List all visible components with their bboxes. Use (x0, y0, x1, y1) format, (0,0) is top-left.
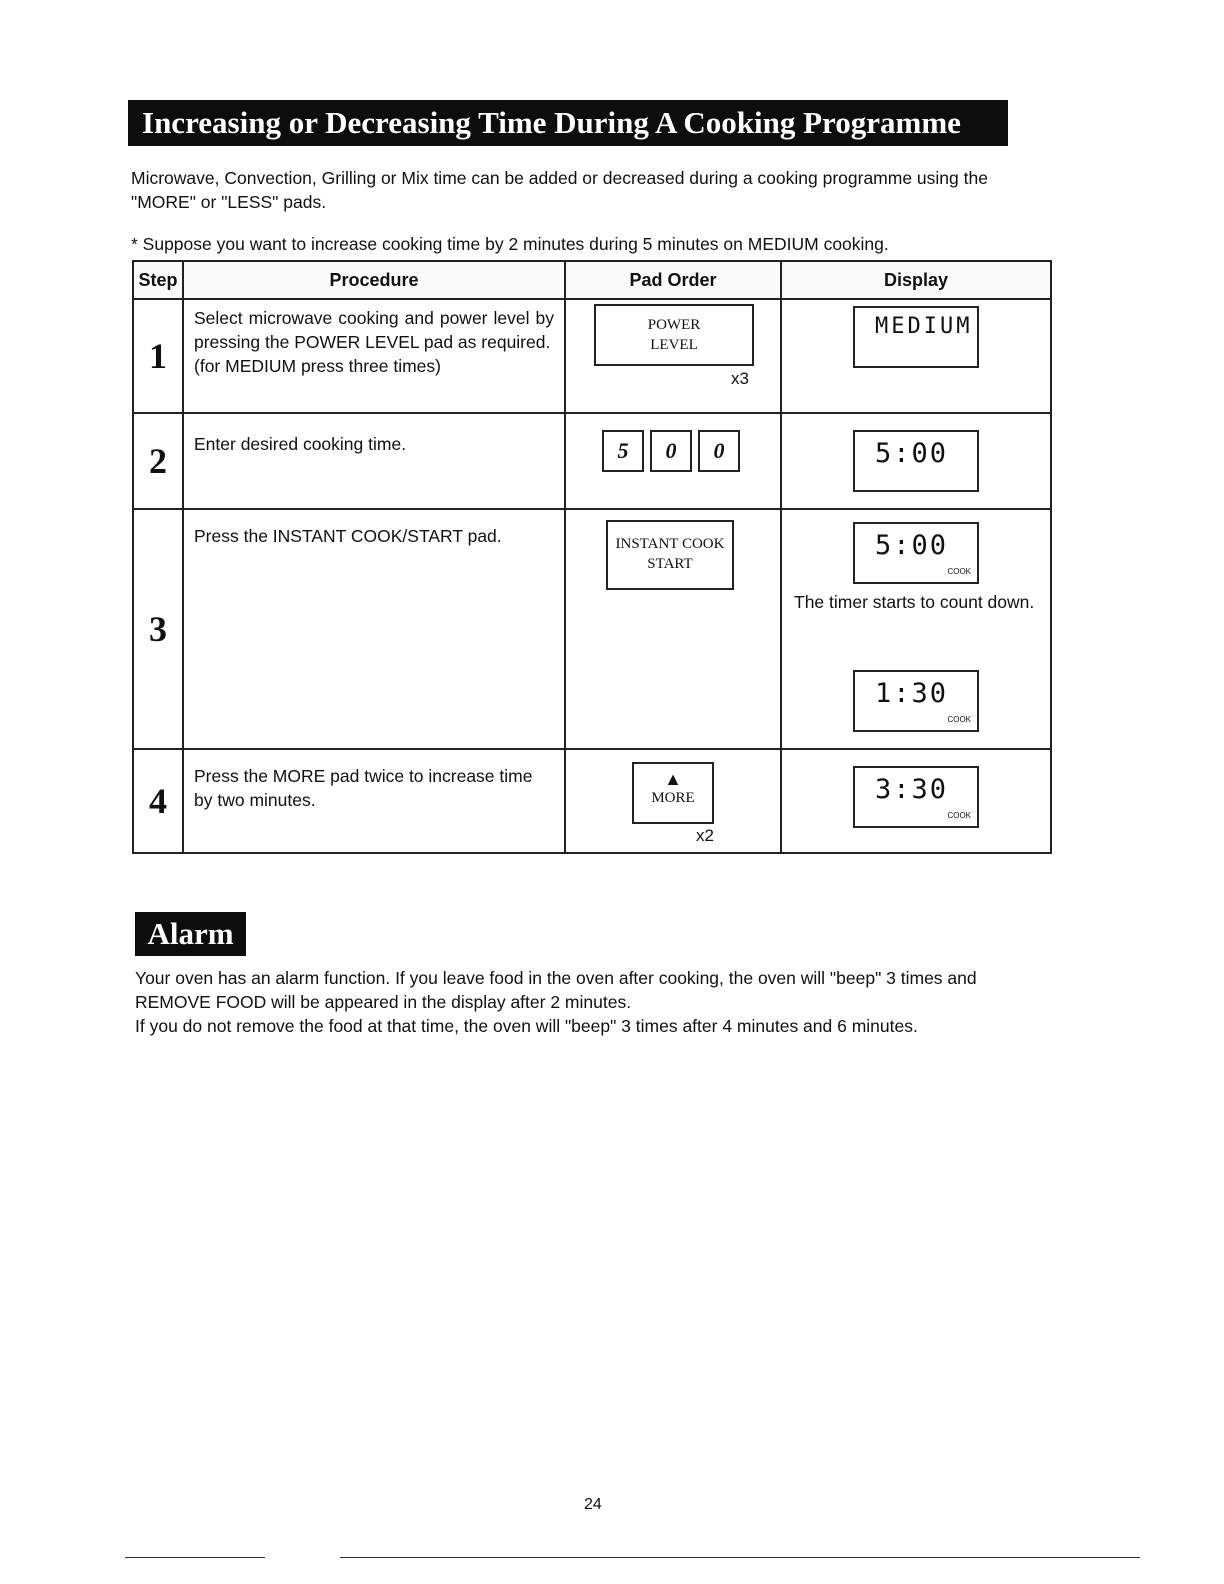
procedure-table (132, 260, 1052, 854)
procedure-text: Press the MORE pad twice to increase time by two minutes. (194, 766, 533, 810)
intro-paragraph (131, 166, 1061, 214)
number-key-5[interactable]: 5 (602, 430, 644, 472)
intro-line: "MORE" or "LESS" pads. (131, 192, 327, 212)
countdown-caption: The timer starts to count down. (794, 592, 1035, 612)
press-count: x2 (696, 826, 714, 845)
lcd-display (853, 522, 979, 584)
display-cell (781, 299, 1051, 413)
table-row (133, 413, 1051, 509)
pad-label: POWER (647, 317, 701, 333)
lcd-readout: 3:30 (875, 774, 949, 805)
pad-order-cell (565, 413, 781, 509)
footer-rule (340, 1557, 1140, 1558)
header-procedure: Procedure (183, 261, 565, 299)
lcd-readout: MEDIUM (875, 314, 973, 339)
instant-cook-start-pad[interactable] (606, 520, 734, 590)
display-cell (781, 413, 1051, 509)
pad-order-cell (565, 509, 781, 749)
example-note: * Suppose you want to increase cooking time by 2 minutes during 5 minutes on MEDIUM cooking. (131, 234, 889, 254)
cook-indicator: COOK (947, 567, 971, 576)
alarm-line: REMOVE FOOD will be appeared in the display after 2 minutes. (135, 992, 632, 1012)
procedure-cell (183, 749, 565, 853)
number-key-0[interactable]: 0 (698, 430, 740, 472)
page-number: 24 (584, 1496, 602, 1513)
number-key-0[interactable]: 0 (650, 430, 692, 472)
lcd-readout: 5:00 (875, 438, 949, 469)
pad-order-cell (565, 299, 781, 413)
procedure-text: Press the INSTANT COOK/START pad. (194, 526, 502, 546)
table-row (133, 299, 1051, 413)
alarm-paragraph (135, 966, 1075, 1038)
lcd-display (853, 306, 979, 368)
step-number: 2 (133, 413, 183, 509)
step-number: 4 (133, 749, 183, 853)
pad-order-cell (565, 749, 781, 853)
lcd-display (853, 670, 979, 732)
up-arrow-icon: ▲ (664, 769, 682, 789)
table-row (133, 749, 1051, 853)
header-pad-order: Pad Order (565, 261, 781, 299)
section-title-banner: Increasing or Decreasing Time During A Cooking Programme (128, 100, 1008, 146)
lcd-display (853, 766, 979, 828)
press-count: x3 (731, 369, 749, 388)
procedure-note: (for MEDIUM press three times) (194, 356, 441, 376)
cook-indicator: COOK (947, 811, 971, 820)
cook-indicator: COOK (947, 715, 971, 724)
procedure-cell (183, 299, 565, 413)
lcd-readout: 5:00 (875, 530, 949, 561)
display-cell (781, 749, 1051, 853)
alarm-line: If you do not remove the food at that time, the oven will "beep" 3 times after 4 minutes and 6 minutes. (135, 1016, 918, 1036)
step-number: 1 (133, 299, 183, 413)
procedure-text: Select microwave cooking and power level by pressing the POWER LEVEL pad as required. (194, 308, 554, 352)
pad-label: START (647, 556, 693, 572)
alarm-line: Your oven has an alarm function. If you leave food in the oven after cooking, the oven will "beep" 3 times and (135, 968, 977, 988)
procedure-text: Enter desired cooking time. (194, 434, 407, 454)
header-step: Step (133, 261, 183, 299)
pad-label: INSTANT COOK (615, 536, 725, 552)
table-row (133, 509, 1051, 749)
pad-label: MORE (651, 790, 695, 806)
footer-rule (125, 1557, 265, 1558)
alarm-title-banner: Alarm (135, 912, 246, 956)
lcd-display (853, 430, 979, 492)
lcd-readout: 1:30 (875, 678, 949, 709)
step-number: 3 (133, 509, 183, 749)
pad-label: LEVEL (650, 337, 698, 353)
table-header-row (133, 261, 1051, 299)
procedure-cell (183, 413, 565, 509)
display-cell (781, 509, 1051, 749)
more-pad[interactable] (632, 762, 714, 824)
procedure-cell (183, 509, 565, 749)
intro-line: Microwave, Convection, Grilling or Mix time can be added or decreased during a cooking programme using the (131, 168, 988, 188)
power-level-pad[interactable] (594, 304, 754, 366)
header-display: Display (781, 261, 1051, 299)
